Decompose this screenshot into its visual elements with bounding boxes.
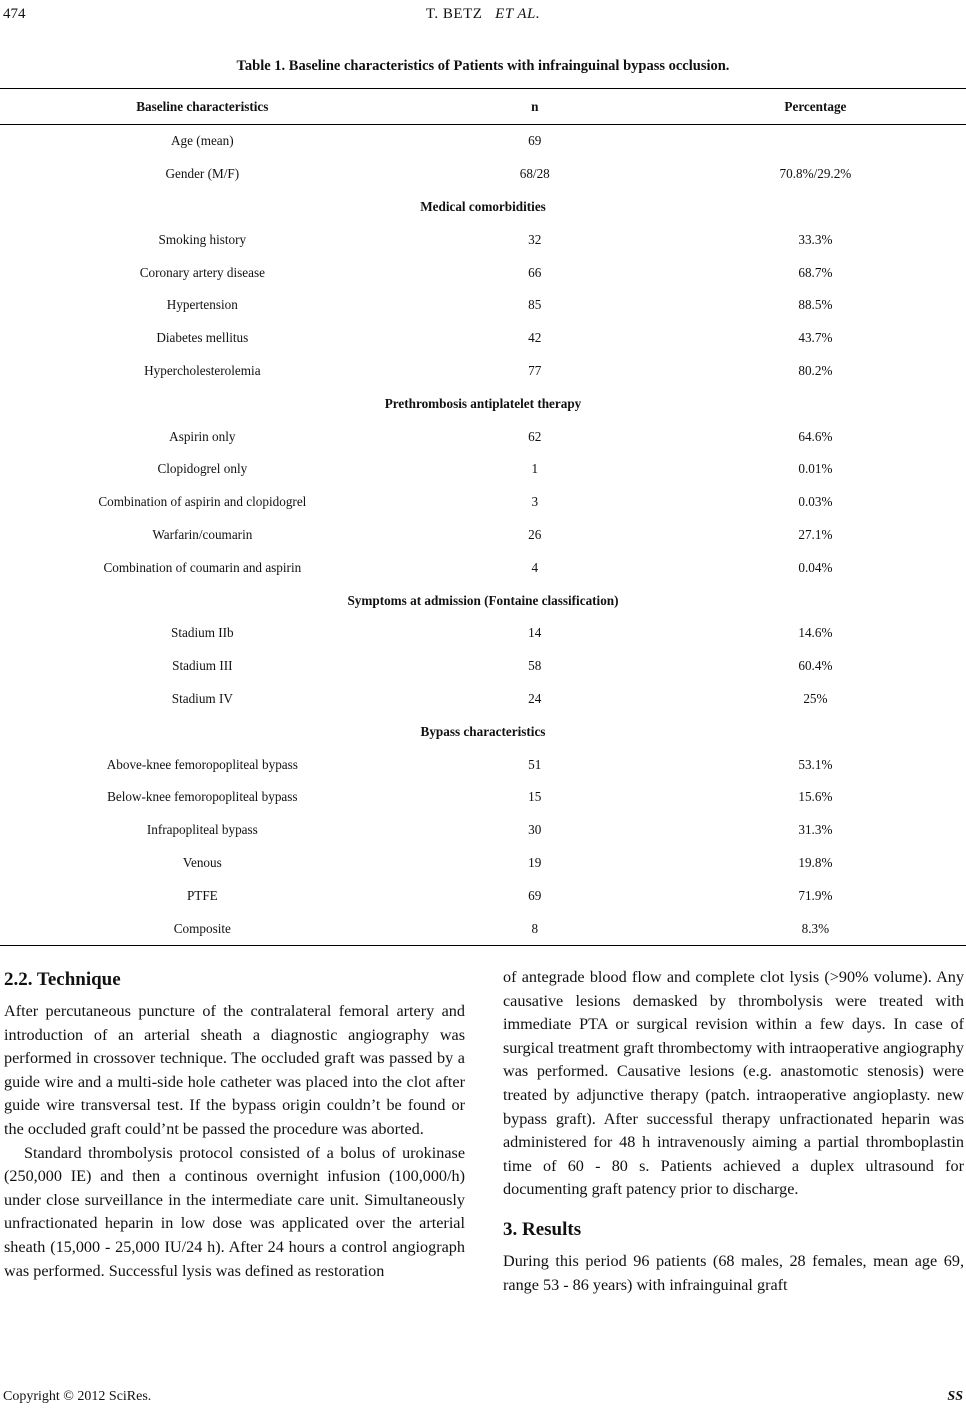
table-row <box>0 650 966 683</box>
row-percentage: 64.6% <box>798 428 833 444</box>
row-percentage: 25% <box>803 690 828 706</box>
row-label: Age (mean) <box>171 133 234 149</box>
row-label: Diabetes mellitus <box>156 330 249 346</box>
table-title: Table 1. Baseline characteristics of Patients with infrainguinal bypass occlusion. <box>236 58 730 74</box>
row-label: Combination of coumarin and aspirin <box>103 559 302 575</box>
table-row <box>0 781 966 814</box>
row-label: Aspirin only <box>169 428 236 444</box>
right-text-column <box>503 966 964 1297</box>
row-label: Hypertension <box>166 297 238 313</box>
table-section-row <box>0 191 966 224</box>
row-percentage: 71.9% <box>798 887 833 903</box>
row-label: Stadium IIb <box>171 625 234 641</box>
row-label: Above-knee femoropopliteal bypass <box>106 756 298 772</box>
running-et-al: ET AL. <box>495 6 541 22</box>
column-header-n: n <box>405 89 665 125</box>
section-label: Medical comorbidities <box>420 198 546 214</box>
row-percentage: 31.3% <box>798 822 833 838</box>
table-row <box>0 322 966 355</box>
row-percentage: 8.3% <box>665 912 966 945</box>
paragraph-results-1: During this period 96 patients (68 males, 28 females, mean age 69, range 53 - 86 years) with infrainguinal graft <box>503 1251 964 1294</box>
table-row <box>0 879 966 912</box>
row-n: 15 <box>528 789 542 805</box>
table-section-row <box>0 715 966 748</box>
section-label: Symptoms at admission (Fontaine classification) <box>347 592 619 608</box>
column-header-characteristics: Baseline characteristics <box>0 89 405 125</box>
page-footer <box>0 1389 966 1409</box>
section-heading-results: 3. Results <box>503 1218 582 1240</box>
row-n: 8 <box>405 912 665 945</box>
table-section-row <box>0 584 966 617</box>
row-n: 32 <box>528 231 542 247</box>
row-n: 77 <box>528 362 542 378</box>
table-row <box>0 551 966 584</box>
row-percentage: 80.2% <box>798 362 833 378</box>
row-n: 69 <box>528 133 542 149</box>
table-section-row <box>0 387 966 420</box>
row-label: Composite <box>0 912 405 945</box>
row-percentage: 68.7% <box>798 264 833 280</box>
row-label: Gender (M/F) <box>165 166 240 182</box>
row-n: 58 <box>528 658 542 674</box>
row-percentage: 0.03% <box>798 494 833 510</box>
row-n: 68/28 <box>519 166 550 182</box>
row-percentage: 33.3% <box>798 231 833 247</box>
paragraph-technique-1: After percutaneous puncture of the contralateral femoral artery and introduction of an arterial sheath a diagnostic angiography was performed in crossover technique. The occluded graft was passed by a guide wire and a multi-side hole catheter was placed into the clot after guide wire transversal test. If the bypass origin couldn’t be found or the occluded graft could’nt be passed the procedure was aborted. <box>4 1002 465 1138</box>
baseline-table <box>0 88 966 946</box>
paragraph-technique-2: Standard thrombolysis protocol consisted of a bolus of urokinase (250,000 IE) and then a continous overnight infusion (100,000/h) under close surveillance in the intermediate care unit. Simultaneously unfractionated heparin in low dose was applicated over the arterial sheath (15,000 - 25,000 IU/24 h). After 24 hours a control angiograph was performed. Successful lysis was defined as restoration <box>4 1143 465 1280</box>
row-label: Clopidogrel only <box>157 461 248 477</box>
table-row <box>0 256 966 289</box>
table-body <box>0 125 966 946</box>
row-label: Warfarin/coumarin <box>152 526 253 542</box>
row-label: Combination of aspirin and clopidogrel <box>98 494 307 510</box>
row-percentage: 0.04% <box>798 559 833 575</box>
row-percentage: 27.1% <box>798 526 833 542</box>
table-row <box>0 847 966 880</box>
paragraph-technique-3: of antegrade blood flow and complete clot lysis (>90% volume). Any causative lesions demasked by thrombolysis were treated with immediate PTA or surgical revision within a few days. In case of surgical treatment graft thrombectomy with intraoperative angiography was performed. Causative lesions (e.g. anastomotic stenosis) were treated by adjunctive therapy (patch. intraoperative angioplasty. new bypass graft). After successful therapy unfractionated heparin was administered for 48 h intravenously aiming a partial thromboplastin time of 60 - 80 s. Patients achieved a duplex ultrasound for documenting graft patency prior to discharge. <box>503 968 964 1199</box>
row-label: Smoking history <box>158 231 247 247</box>
table-row <box>0 453 966 486</box>
row-label: Venous <box>182 854 222 870</box>
row-n: 26 <box>528 526 542 542</box>
row-percentage: 88.5% <box>798 297 833 313</box>
table-row <box>0 289 966 322</box>
running-title <box>0 6 966 23</box>
table-row <box>0 420 966 453</box>
running-header <box>0 6 966 30</box>
row-n: 85 <box>528 297 542 313</box>
table-row <box>0 125 966 158</box>
row-percentage: 43.7% <box>798 330 833 346</box>
row-n: 51 <box>528 756 542 772</box>
row-label: Stadium III <box>172 658 233 674</box>
copyright-notice: Copyright © 2012 SciRes. <box>3 1389 152 1404</box>
row-n: 14 <box>528 625 542 641</box>
row-percentage: 53.1% <box>798 756 833 772</box>
row-label: Stadium IV <box>171 690 233 706</box>
row-percentage <box>665 125 966 158</box>
row-n: 66 <box>528 264 542 280</box>
column-header-percentage: Percentage <box>665 89 966 125</box>
row-label: Coronary artery disease <box>139 264 265 280</box>
table-row <box>0 355 966 388</box>
row-percentage: 60.4% <box>798 658 833 674</box>
row-n: 24 <box>528 690 542 706</box>
row-label: PTFE <box>186 887 218 903</box>
row-n: 30 <box>528 822 542 838</box>
table-row <box>0 912 966 945</box>
row-label: Below-knee femoropopliteal bypass <box>107 789 298 805</box>
left-text-column <box>4 966 465 1283</box>
row-n: 62 <box>528 428 542 444</box>
row-label: Hypercholesterolemia <box>144 362 261 378</box>
table-row <box>0 158 966 191</box>
section-heading-technique: 2.2. Technique <box>4 969 121 990</box>
row-percentage: 19.8% <box>798 854 833 870</box>
table-row <box>0 223 966 256</box>
row-percentage: 15.6% <box>798 789 833 805</box>
section-label: Bypass characteristics <box>420 723 546 739</box>
page-number: 474 <box>3 6 26 22</box>
table-row <box>0 683 966 716</box>
table-row <box>0 519 966 552</box>
row-n: 69 <box>528 887 542 903</box>
row-percentage: 0.01% <box>798 461 833 477</box>
journal-abbreviation: SS <box>947 1389 963 1404</box>
table-row <box>0 617 966 650</box>
row-n: 4 <box>531 559 539 575</box>
table-row <box>0 814 966 847</box>
row-percentage: 70.8%/29.2% <box>779 166 852 182</box>
running-author: T. BETZ <box>425 6 483 22</box>
table-row <box>0 748 966 781</box>
table-header-row <box>0 89 966 125</box>
row-n: 1 <box>531 461 539 477</box>
section-label: Prethrombosis antiplatelet therapy <box>384 395 582 411</box>
row-n: 19 <box>528 854 542 870</box>
row-percentage: 14.6% <box>798 625 833 641</box>
row-n: 3 <box>531 494 539 510</box>
table-row <box>0 486 966 519</box>
row-n: 42 <box>528 330 542 346</box>
row-label: Infrapopliteal bypass <box>146 822 258 838</box>
